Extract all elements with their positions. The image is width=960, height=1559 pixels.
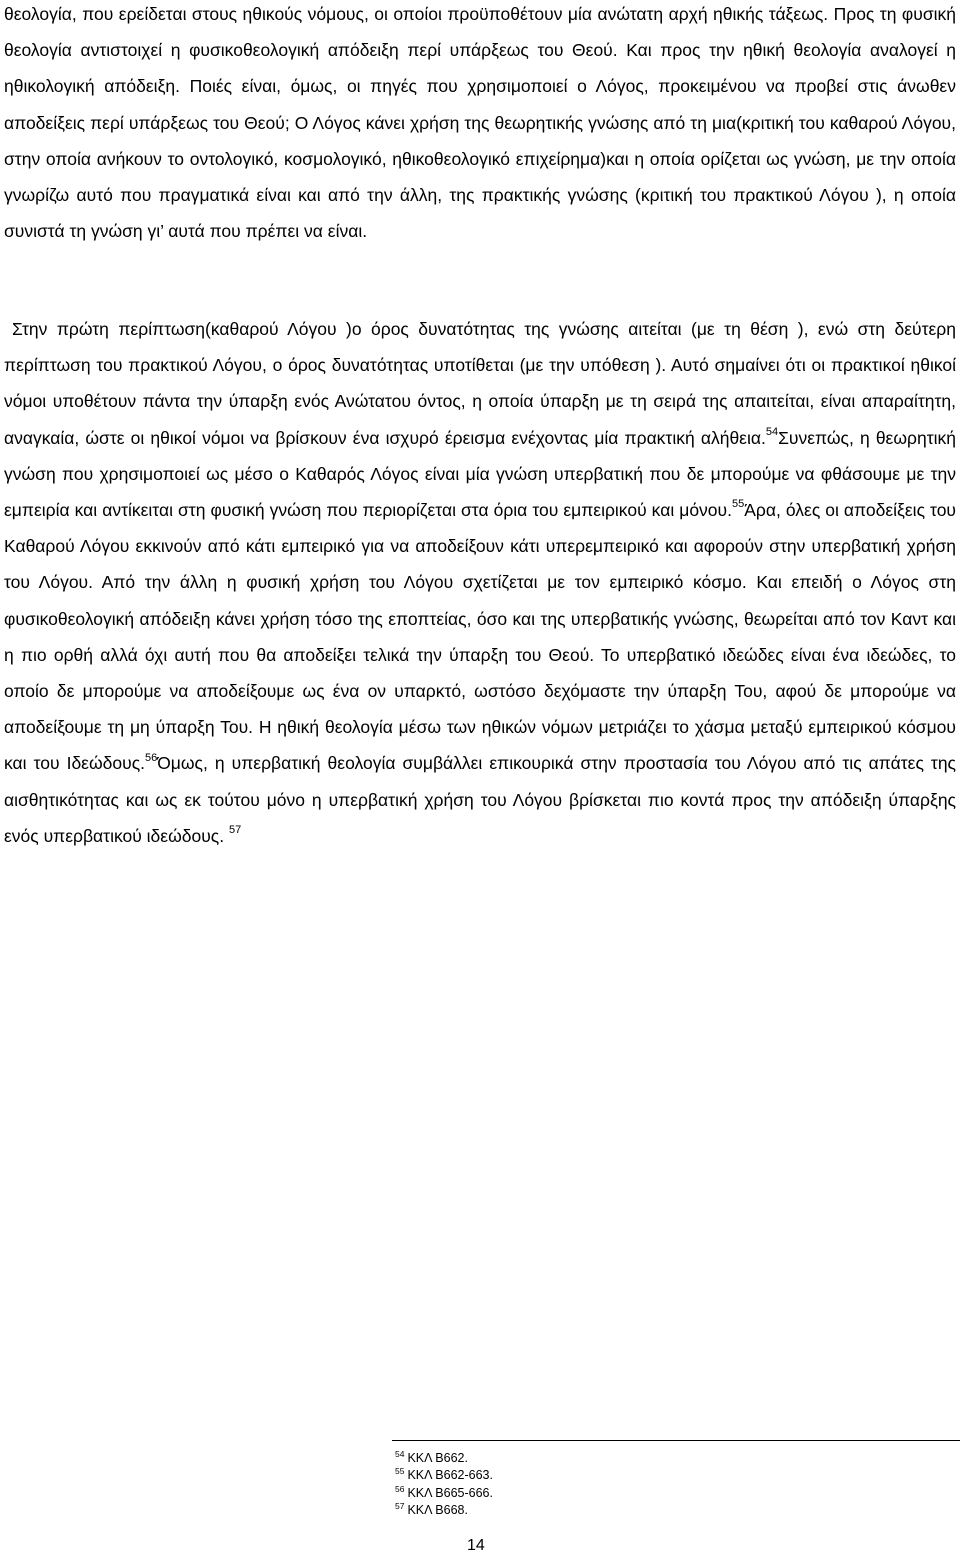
- footnote: [395, 1485, 795, 1502]
- text-run: Όμως, η υπερβατική θεολογία συμβάλλει επικουρικά στην προστασία του Λόγου από τις απάτες της αισθητικότητας και ως εκ τούτου μόνο η υπερβατική χρήση του Λόγου βρίσκεται πιο κοντά προς την απόδειξη ύπαρξης ενός υπερβατικού ιδεώδους.: [4, 753, 956, 846]
- footnote-reference[interactable]: 54: [765, 425, 779, 438]
- body-paragraph: [4, 0, 956, 249]
- text-run: θεολογία, που ερείδεται στους ηθικούς νόμους, οι οποίοι προϋποθέτουν μία ανώτατη αρχή ηθικής τάξεως. Προς τη φυσική θεολογία αντιστοιχεί η φυσικοθεολογική απόδειξη περί υπάρξεως του Θεού. Και προς την ηθική θεολογία αναλογεί η ηθικολογική απόδειξη. Ποιές είναι, όμως, οι πηγές που χρησιμοποιεί ο Λόγος, προκειμένου να προβεί στις άνωθεν αποδείξεις περί υπάρξεως του Θεού; Ο Λόγος κάνει χρήση της θεωρητικής γνώσης από τη μια(κριτική του καθαρού Λόγου, στην οποία ανήκουν το οντολογικό, κοσμολογικό, ηθικοθεολογικό επιχείρημα)και η οποία ορίζεται ως γνώση, με την οποία γνωρίζω αυτό που πραγματικά είναι και από την άλλη, της πρακτικής γνώσης (κριτική του πρακτικού Λόγου ), η οποία συνιστά τη γνώση γι’ αυτά που πρέπει να είναι.: [4, 4, 956, 242]
- footnote-reference[interactable]: 56: [145, 751, 158, 764]
- footnote: [395, 1502, 795, 1519]
- footnote-text: ΚΚΛ Β662-663.: [407, 1468, 493, 1483]
- footnote: [395, 1467, 795, 1484]
- footnote-text: ΚΚΛ Β668.: [407, 1503, 468, 1518]
- footnote-text: ΚΚΛ Β662.: [407, 1451, 468, 1465]
- footnote-separator: [392, 1440, 960, 1442]
- text-run: Στην πρώτη περίπτωση(καθαρού Λόγου )ο όρος δυνατότητας της γνώσης αιτείται (με τη θέση ), ενώ στη δεύτερη περίπτωση του πρακτικού Λόγου, ο όρος δυνατότητας υποτίθεται (με την υπόθεση ). Αυτό σημαίνει ότι οι πρακτικοί ηθικοί νόμοι υποθέτουν πάντα την ύπαρξη ενός Ανώτατου όντος, η οποία ύπαρξη με τη σειρά της απαιτείται, είναι απαραίτητη, αναγκαία, ώστε οι ηθικοί νόμοι να βρίσκουν ένα ισχυρό έρεισμα ενέχοντας μία πρακτική αλήθεια.: [4, 319, 956, 448]
- footnote-number: 54: [395, 1448, 405, 1459]
- page-number: 14: [467, 1537, 485, 1554]
- document-page: [4, 0, 956, 1559]
- footnote-reference[interactable]: 55: [731, 498, 745, 511]
- body-paragraph: [4, 311, 956, 854]
- footnote-number: 57: [395, 1501, 405, 1512]
- footnotes: [395, 1450, 795, 1520]
- footnote: [395, 1450, 795, 1467]
- footnote-text: ΚΚΛ Β665-666.: [407, 1485, 493, 1500]
- footnote-number: 55: [395, 1466, 405, 1477]
- footnote-reference[interactable]: 57: [228, 824, 242, 837]
- footnote-number: 56: [395, 1483, 405, 1494]
- text-run: Άρα, όλες οι αποδείξεις του Καθαρού Λόγου εκκινούν από κάτι εμπειρικό για να αποδείξουν κάτι υπερεμπειρικό και αφορούν στην υπερβατική χρήση του Λόγου. Από την άλλη η φυσική χρήση του Λόγου σχετίζεται με τον εμπειρικό κόσμο. Και επειδή ο Λόγος στη φυσικοθεολογική απόδειξη κάνει χρήση τόσο της εποπτείας, όσο και της υπερβατικής γνώσης, θεωρείται από τον Καντ και η πιο ορθή αλλά όχι αυτή που θα αποδείξει τελικά την ύπαρξη του Θεού. Το υπερβατικό ιδεώδες είναι ένα ιδεώδες, το οποίο δε μπορούμε να αποδείξουμε ως ένα ον υπαρκτό, ωστόσο δεχόμαστε την ύπαρξη Του, αφού δε μπορούμε να αποδείξουμε τη μη ύπαρξη Του. Η ηθική θεολογία μέσω των ηθικών νόμων μετριάζει το χάσμα μεταξύ εμπειρικού κόσμου και του Ιδεώδους.: [4, 500, 956, 774]
- text-run: Συνεπώς, η θεωρητική γνώση που χρησιμοποιεί ως μέσο ο Καθαρός Λόγος είναι μία γνώση υπερβατική που δε μπορούμε να φθάσουμε με την εμπειρία και αντίκειται στη φυσική γνώση που περιορίζεται στα όρια του εμπειρικού και μόνου.: [4, 427, 956, 521]
